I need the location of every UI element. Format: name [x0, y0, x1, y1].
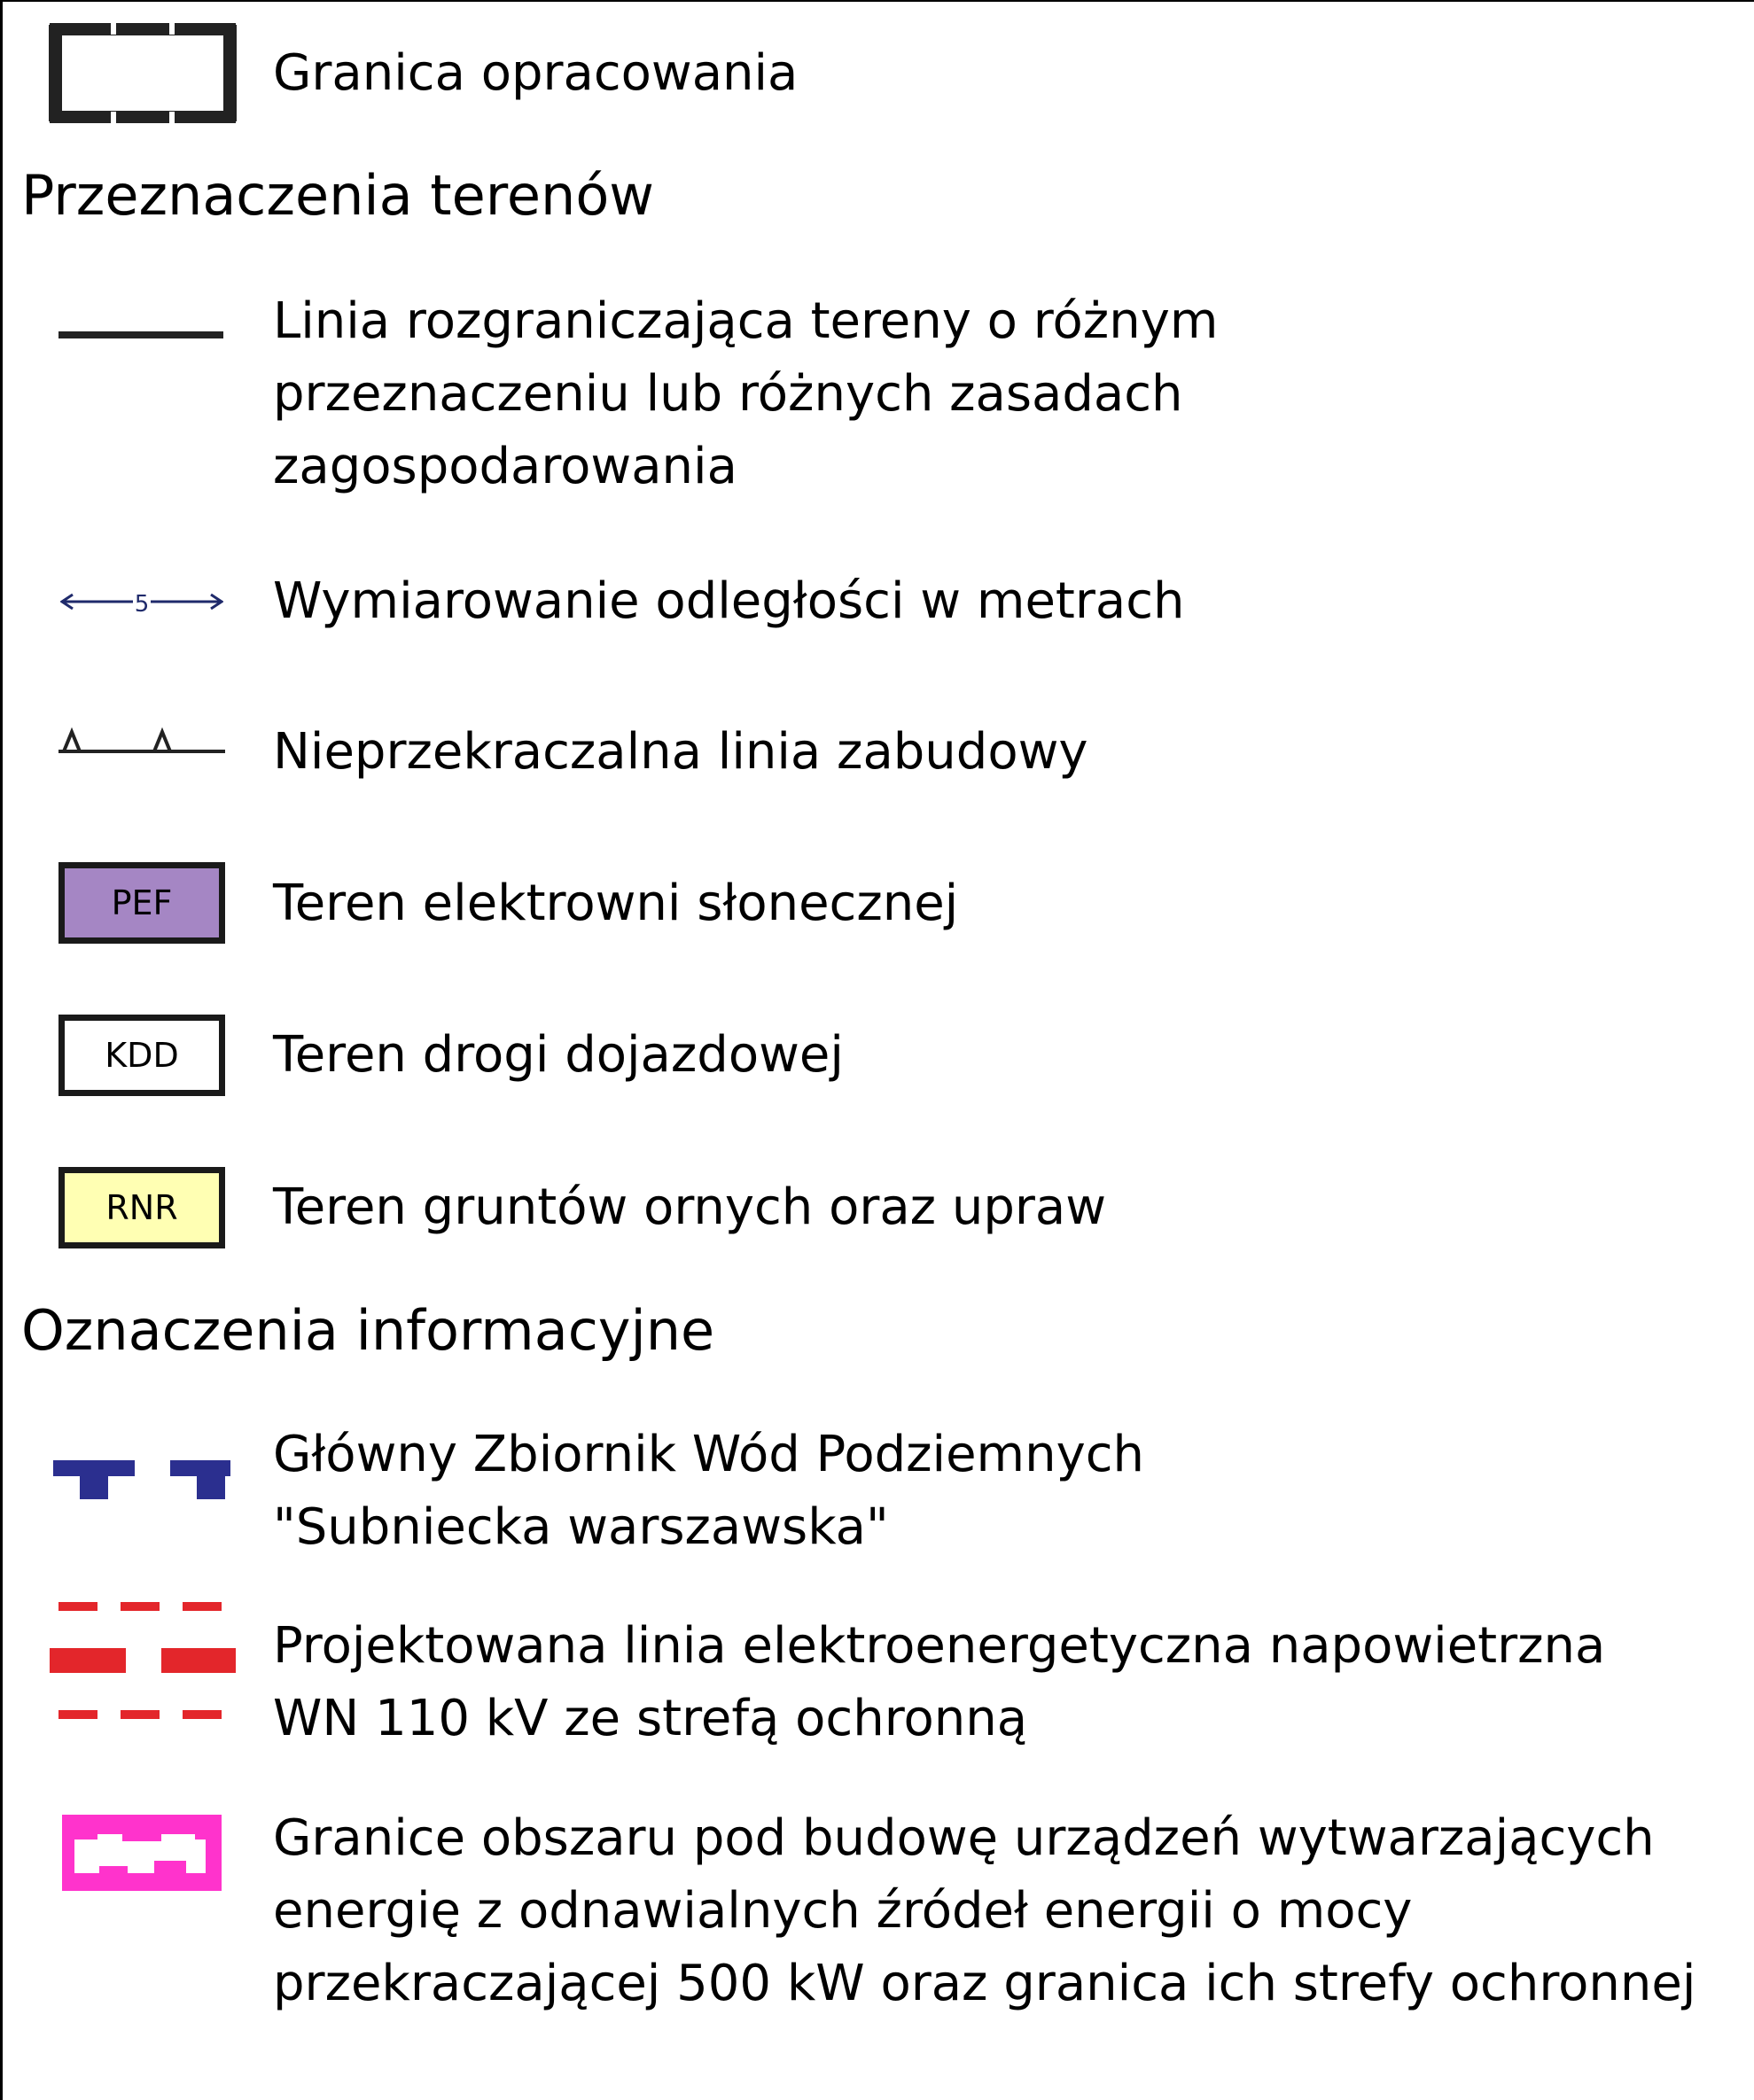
gzwp-label-2: "Subniecka warszawska" [273, 1498, 889, 1556]
power-line-label-2: WN 110 kV ze strefą ochronną [273, 1690, 1028, 1747]
dividing-line-label-3: zagospodarowania [273, 438, 737, 495]
kdd-label: Teren drogi dojazdowej [273, 1026, 844, 1084]
section-land-use-heading: Przeznaczenia terenów [21, 163, 654, 228]
dimension-label: Wymiarowanie odległości w metrach [273, 572, 1185, 630]
kdd-code: KDD [105, 1036, 179, 1075]
study-boundary-symbol [49, 22, 237, 124]
power-line-symbol [50, 1602, 236, 1721]
rnr-symbol [58, 1167, 225, 1248]
kdd-symbol [58, 1015, 225, 1096]
oze-label-2: energię z odnawialnych źródeł energii o mocy [273, 1882, 1413, 1940]
pef-symbol [58, 862, 225, 944]
study-boundary-label: Granica opracowania [273, 44, 799, 102]
pef-code: PEF [111, 883, 173, 922]
dividing-line-label-2: przeznaczeniu lub różnych zasadach [273, 365, 1183, 423]
rnr-label: Teren gruntów ornych oraz upraw [273, 1178, 1107, 1236]
gzwp-label-1: Główny Zbiornik Wód Podziemnych [273, 1426, 1145, 1483]
oze-label-1: Granice obszaru pod budowę urządzeń wytwarzających [273, 1809, 1655, 1867]
pef-label: Teren elektrowni słonecznej [273, 875, 959, 932]
rnr-code: RNR [105, 1188, 178, 1227]
dividing-line-symbol [58, 330, 223, 340]
oze-boundary-symbol [62, 1815, 222, 1891]
power-line-label-1: Projektowana linia elektroenergetyczna napowietrzna [273, 1617, 1606, 1675]
gzwp-symbol [53, 1460, 230, 1503]
dimension-symbol [60, 587, 223, 617]
dimension-value: 5 [134, 591, 150, 617]
building-line-symbol [58, 725, 225, 755]
oze-label-3: przekraczającej 500 kW oraz granica ich strefy ochronnej [273, 1955, 1696, 2012]
building-line-label: Nieprzekraczalna linia zabudowy [273, 723, 1088, 781]
dividing-line-label-1: Linia rozgraniczająca tereny o różnym [273, 292, 1219, 350]
section-info-heading: Oznaczenia informacyjne [21, 1298, 715, 1363]
